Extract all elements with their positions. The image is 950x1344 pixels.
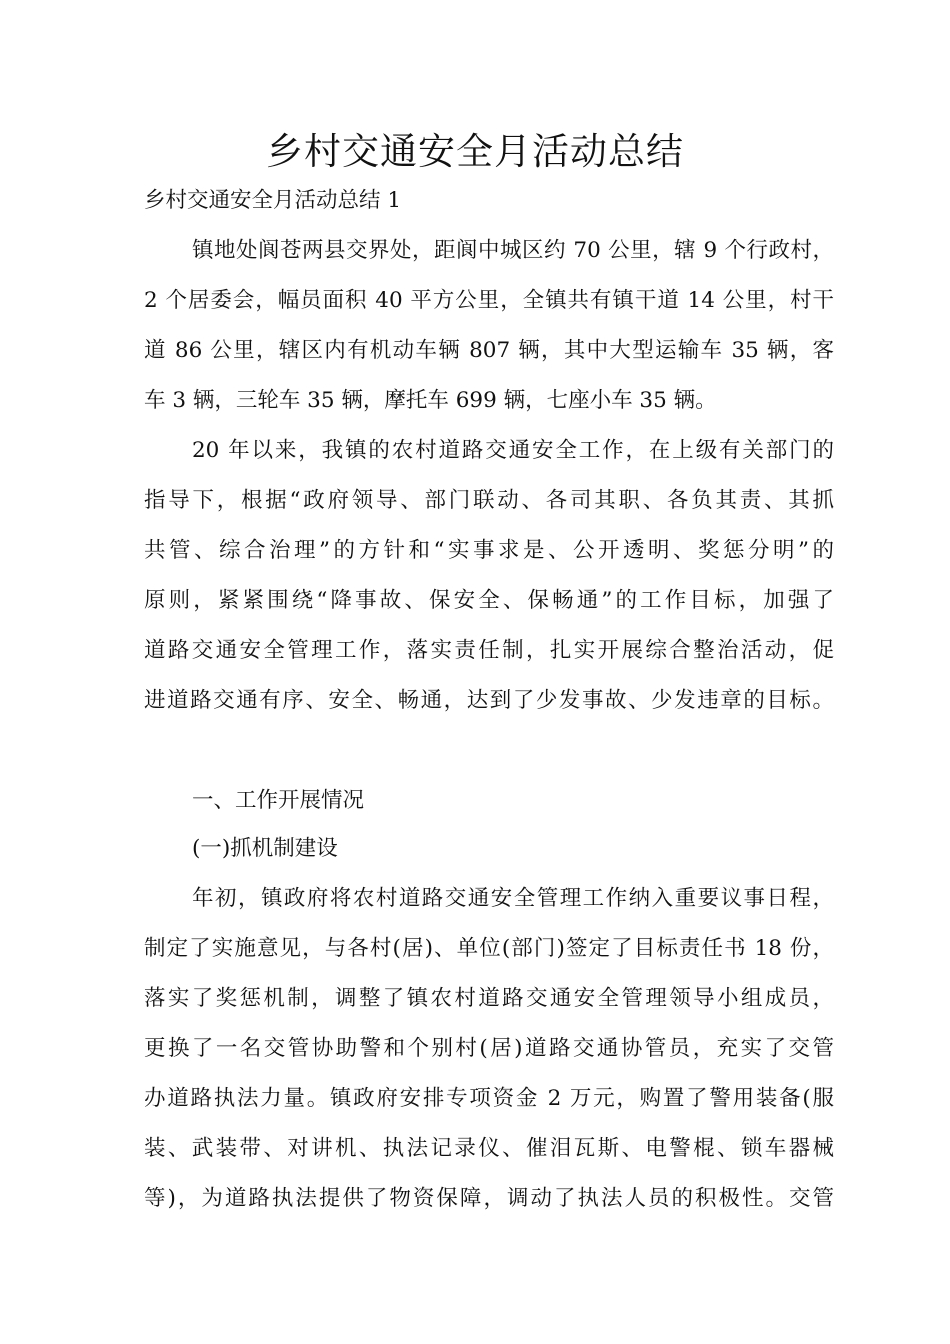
paragraph-line: 进道路交通有序、安全、畅通，达到了少发事故、少发违章的目标。 bbox=[144, 688, 834, 713]
paragraph-line: 年初，镇政府将农村道路交通安全管理工作纳入重要议事日程， bbox=[192, 886, 834, 911]
paragraph-line: 落实了奖惩机制，调整了镇农村道路交通安全管理领导小组成员， bbox=[144, 986, 834, 1011]
document-title: 乡村交通安全月活动总结 bbox=[266, 130, 684, 173]
paragraph-line: 更换了一名交管协助警和个别村(居)道路交通协管员，充实了交管 bbox=[144, 1036, 834, 1061]
paragraph-line: 共管、综合治理”的方针和“实事求是、公开透明、奖惩分明”的 bbox=[144, 538, 834, 563]
paragraph-line: 等)，为道路执法提供了物资保障，调动了执法人员的积极性。交管 bbox=[144, 1186, 834, 1211]
paragraph-line: 道 86 公里，辖区内有机动车辆 807 辆，其中大型运输车 35 辆，客 bbox=[144, 338, 834, 363]
paragraph-line: 指导下，根据“政府领导、部门联动、各司其职、各负其责、其抓 bbox=[144, 488, 834, 513]
document-subtitle: 乡村交通安全月活动总结 1 bbox=[144, 188, 402, 213]
paragraph-line: 车 3 辆，三轮车 35 辆，摩托车 699 辆，七座小车 35 辆。 bbox=[144, 388, 717, 413]
paragraph-line: 镇地处阆苍两县交界处，距阆中城区约 70 公里，辖 9 个行政村， bbox=[192, 238, 834, 263]
section-heading: 一、工作开展情况 bbox=[192, 788, 365, 813]
subsection-heading: (一)抓机制建设 bbox=[192, 836, 338, 861]
paragraph-line: 道路交通安全管理工作，落实责任制，扎实开展综合整治活动，促 bbox=[144, 638, 834, 663]
paragraph-line: 办道路执法力量。镇政府安排专项资金 2 万元，购置了警用装备(服 bbox=[144, 1086, 834, 1111]
paragraph-line: 制定了实施意见，与各村(居)、单位(部门)签定了目标责任书 18 份， bbox=[144, 936, 834, 961]
paragraph-line: 2 个居委会，幅员面积 40 平方公里，全镇共有镇干道 14 公里，村干 bbox=[144, 288, 834, 313]
paragraph-line: 装、武装带、对讲机、执法记录仪、催泪瓦斯、电警棍、锁车器械 bbox=[144, 1136, 834, 1161]
paragraph-line: 20 年以来，我镇的农村道路交通安全工作，在上级有关部门的 bbox=[192, 438, 834, 463]
paragraph-line: 原则，紧紧围绕“降事故、保安全、保畅通”的工作目标，加强了 bbox=[144, 588, 834, 613]
